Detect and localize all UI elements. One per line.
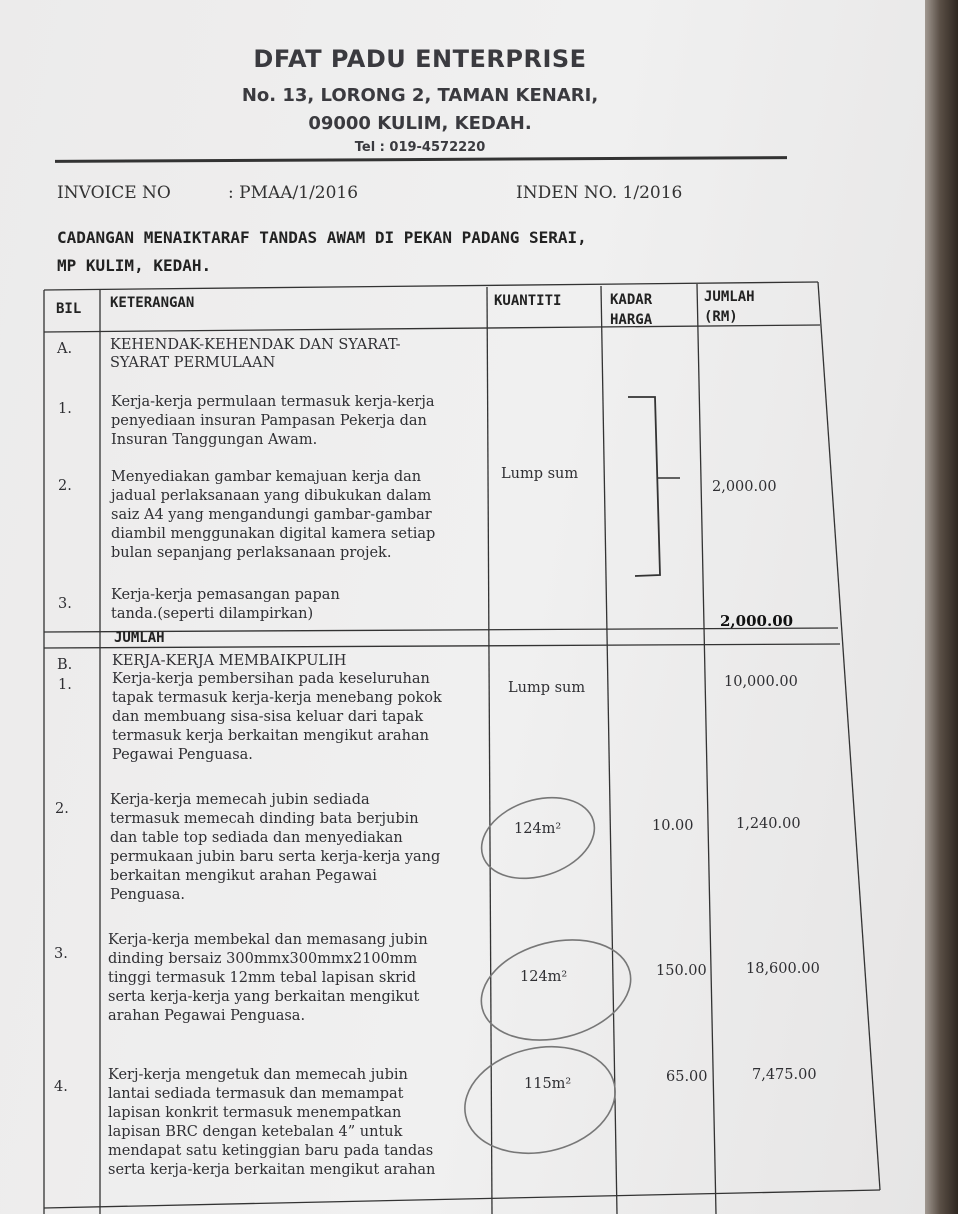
- item-a2-line: Menyediakan gambar kemajuan kerja dan: [111, 469, 422, 485]
- section-a-kuantiti: Lump sum: [501, 466, 579, 482]
- item-b3-line: arahan Pegawai Penguasa.: [108, 1008, 306, 1024]
- item-b4-line: mendapat satu ketinggian baru pada tandas: [108, 1143, 434, 1159]
- item-b4-jumlah: 7,475.00: [752, 1067, 817, 1083]
- item-b3-kadar: 150.00: [656, 963, 707, 979]
- item-b2-jumlah: 1,240.00: [736, 816, 801, 832]
- inden-number: INDEN NO. 1/2016: [516, 183, 683, 203]
- header-bil: BIL: [56, 301, 82, 317]
- item-b4-bil: 4.: [54, 1079, 68, 1095]
- section-a-subtotal-label: JUMLAH: [114, 630, 165, 646]
- item-b4-kuantiti: 115m²: [524, 1076, 572, 1092]
- item-b3-kuantiti: 124m²: [520, 969, 568, 985]
- header-harga: HARGA: [610, 312, 653, 328]
- item-a2-line: bulan sepanjang perlaksanaan projek.: [111, 545, 392, 561]
- item-b3-jumlah: 18,600.00: [746, 961, 820, 977]
- invoice-label: INVOICE NO: [57, 183, 171, 203]
- header-jumlah: JUMLAH: [704, 289, 755, 305]
- item-b2-line: Kerja-kerja memecah jubin sediada: [110, 792, 370, 808]
- company-name: DFAT PADU ENTERPRISE: [253, 45, 587, 73]
- project-title-line-2: MP KULIM, KEDAH.: [57, 256, 212, 275]
- header-kadar: KADAR: [610, 292, 653, 308]
- header-kuantiti: KUANTITI: [494, 293, 562, 309]
- item-b3-line: dinding bersaiz 300mmx300mmx2100mm: [108, 951, 418, 967]
- item-b2-line: termasuk memecah dinding bata berjubin: [110, 811, 419, 827]
- item-b2-line: Penguasa.: [110, 887, 185, 903]
- project-title-line-1: CADANGAN MENAIKTARAF TANDAS AWAM DI PEKAN PADANG SERAI,: [57, 228, 587, 247]
- section-a-subtotal: 2,000.00: [720, 612, 794, 630]
- item-a1-line: penyediaan insuran Pampasan Pekerja dan: [111, 413, 427, 429]
- item-b1-line: termasuk kerja berkaitan mengikut arahan: [112, 728, 429, 744]
- item-a3-line: Kerja-kerja pemasangan papan: [111, 587, 340, 603]
- item-b2-line: dan table top sediada dan menyediakan: [110, 830, 403, 846]
- item-b2-line: berkaitan mengikut arahan Pegawai: [110, 868, 377, 884]
- item-b2-kadar: 10.00: [652, 818, 694, 834]
- item-b4-line: Kerj-kerja mengetuk dan memecah jubin: [108, 1067, 408, 1083]
- item-a1-bil: 1.: [58, 401, 72, 417]
- item-b1-bil: 1.: [58, 677, 72, 693]
- item-a2-bil: 2.: [58, 478, 72, 494]
- item-b4-line: lantai sediada termasuk dan memampat: [108, 1086, 404, 1102]
- item-b1-line: Pegawai Penguasa.: [112, 747, 253, 763]
- item-b2-kuantiti: 124m²: [514, 821, 562, 837]
- item-b4-kadar: 65.00: [666, 1069, 708, 1085]
- section-b-bil: B.: [57, 657, 73, 673]
- item-b3-line: tinggi termasuk 12mm tebal lapisan skrid: [108, 970, 416, 986]
- item-b1-line: dan membuang sisa-sisa keluar dari tapak: [112, 709, 424, 725]
- item-a2-line: diambil menggunakan digital kamera setiap: [111, 526, 436, 542]
- item-b4-line: serta kerja-kerja berkaitan mengikut arahan: [108, 1162, 436, 1178]
- section-a-title-1: KEHENDAK-KEHENDAK DAN SYARAT-: [110, 337, 401, 353]
- address-line-1: No. 13, LORONG 2, TAMAN KENARI,: [241, 85, 599, 106]
- header-rm: (RM): [704, 309, 738, 325]
- item-a2-line: saiz A4 yang mengandungi gambar-gambar: [111, 507, 432, 523]
- section-b-title: KERJA-KERJA MEMBAIKPULIH: [112, 653, 347, 669]
- item-b1-line: tapak termasuk kerja-kerja menebang pokok: [112, 690, 442, 706]
- address-line-2: 09000 KULIM, KEDAH.: [308, 113, 532, 134]
- item-b3-line: serta kerja-kerja yang berkaitan mengikut: [108, 989, 420, 1005]
- header-keterangan: KETERANGAN: [110, 295, 195, 311]
- item-b1-line: Kerja-kerja pembersihan pada keseluruhan: [112, 671, 430, 687]
- invoice-number: : PMAA/1/2016: [228, 183, 359, 203]
- item-a1-line: Kerja-kerja permulaan termasuk kerja-kerja: [111, 394, 435, 410]
- item-a3-line: tanda.(seperti dilampirkan): [111, 606, 314, 622]
- section-a-bil: A.: [57, 341, 73, 357]
- item-a3-bil: 3.: [58, 596, 72, 612]
- item-b2-bil: 2.: [55, 801, 69, 817]
- item-b4-line: lapisan konkrit termasuk menempatkan: [108, 1105, 402, 1121]
- item-a1-line: Insuran Tanggungan Awam.: [111, 432, 318, 448]
- item-a2-line: jadual perlaksanaan yang dibukukan dalam: [111, 488, 432, 504]
- item-b1-kuantiti: Lump sum: [508, 680, 586, 696]
- telephone: Tel : 019-4572220: [354, 140, 486, 155]
- item-b2-line: permukaan jubin baru serta kerja-kerja yang: [110, 849, 441, 865]
- item-b1-jumlah: 10,000.00: [724, 674, 798, 690]
- item-b3-bil: 3.: [54, 946, 68, 962]
- section-a-title-2: SYARAT PERMULAAN: [110, 355, 276, 371]
- item-b3-line: Kerja-kerja membekal dan memasang jubin: [108, 932, 428, 948]
- item-b4-line: lapisan BRC dengan ketebalan 4” untuk: [108, 1124, 403, 1140]
- section-a-jumlah: 2,000.00: [712, 479, 777, 495]
